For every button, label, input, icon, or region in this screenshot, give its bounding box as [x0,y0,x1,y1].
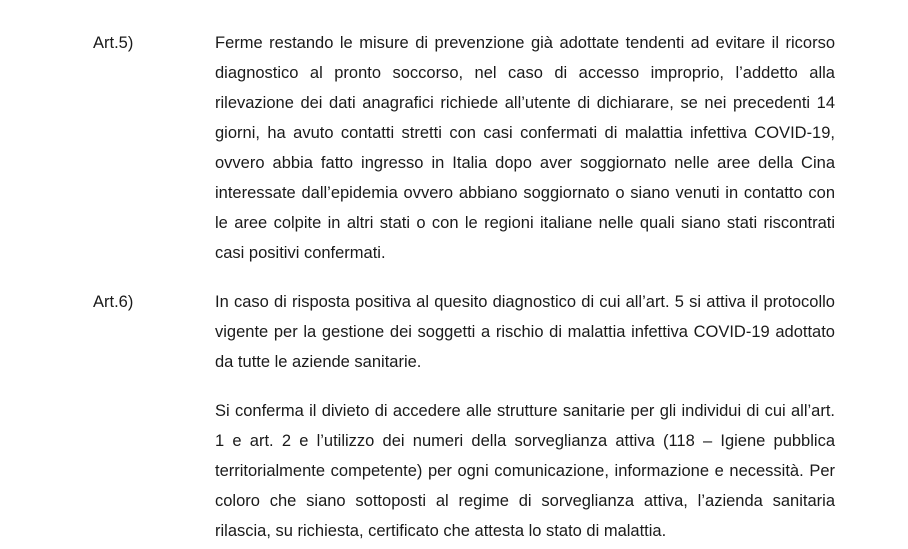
article-paragraph: In caso di risposta positiva al quesito diagnostico di cui all’art. 5 si attiva il protocollo vigente per la gestione dei soggetti a rischio di malattia infettiva COVID-19 adottato da tutte le aziende sanitarie. [215,293,835,371]
article-label: Art.5) [93,34,134,52]
article-paragraph: Si conferma il divieto di accedere alle strutture sanitarie per gli individui di cui all’art. 1 e art. 2 e l’utilizzo dei numeri della sorveglianza attiva (118 – Igiene pubblica territorialmente competente) per ogni comunicazione, informazione e necessità. Per coloro che siano sottoposti al regime di sorveglianza attiva, l’azienda sanitaria rilascia, su richiesta, certificato che attesta lo stato di malattia. [215,402,835,540]
article-body [215,287,835,546]
article-body [215,28,835,268]
article-paragraph: Ferme restando le misure di prevenzione già adottate tendenti ad evitare il ricorso diagnostico al pronto soccorso, nel caso di accesso improprio, l’addetto alla rilevazione dei dati anagrafici richiede all’utente di dichiarare, se nei precedenti 14 giorni, ha avuto contatti stretti con casi confermati di malattia infettiva COVID-19, ovvero abbia fatto ingresso in Italia dopo aver soggiornato nelle aree della Cina interessate dall’epidemia ovvero abbiano soggiornato o siano venuti in contatto con le aree colpite in altri stati o con le regioni italiane nelle quali siano stati riscontrati casi positivi confermati. [215,34,835,262]
article-label: Art.6) [93,293,134,311]
